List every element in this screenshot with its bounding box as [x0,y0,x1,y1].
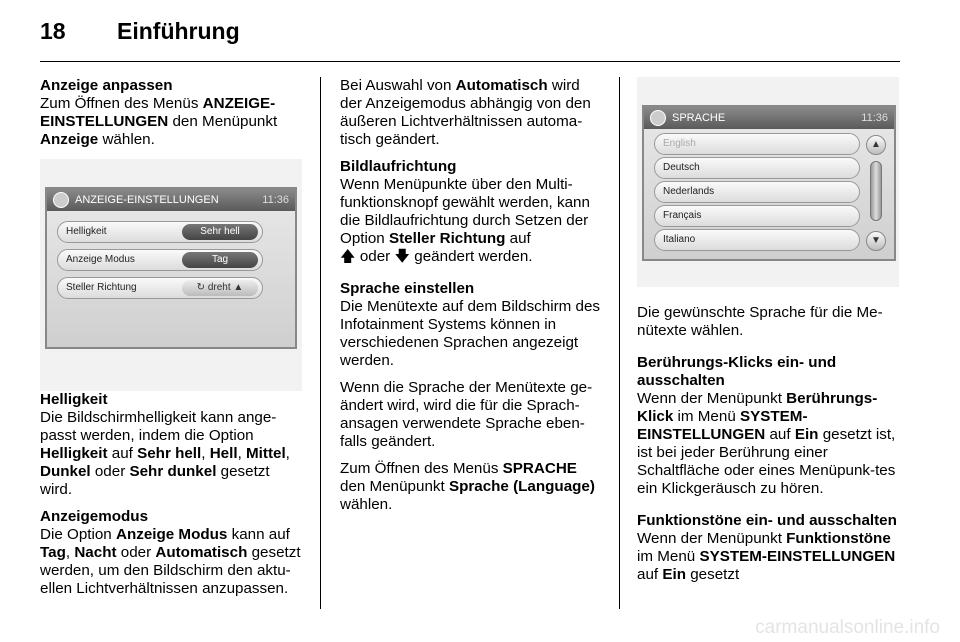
rotate-icon: ↻ [196,282,208,293]
menu-row-value: Sehr hell [182,224,258,240]
language-figure [637,77,899,287]
page-number: 18 [40,18,66,44]
screen-titlebar [644,107,894,129]
brand-logo-icon [650,110,666,126]
paragraph: Die Menütexte auf dem Bildschirm des Infotainment Systems können in verschiedenen Sprachen angezeigt werden. [340,298,600,369]
paragraph: Die Bildschirmhelligkeit kann ange-passt werden, indem die Option Helligkeit auf Sehr hell, Hell, Mittel, Dunkel oder Sehr dunkel gesetzt wird. [40,409,290,498]
scroll-down-icon[interactable]: ▼ [866,231,886,251]
section-heading: Funktionstöne ein- und ausschalten [637,512,897,529]
language-screen [642,105,896,261]
paragraph: Wenn der Menüpunkt Berührungs-Klick im Menü SYSTEM-EINSTELLUNGEN auf Ein gesetzt ist, ist bei jeder Berührung einer Schaltfläche oder eines Menüpunk-tes ein Klickgeräusch zu hören. [637,390,896,497]
menu-row-brightness[interactable] [57,221,263,243]
language-option[interactable]: Deutsch [654,157,860,179]
screen-clock: 11:36 [262,194,289,206]
page-header [40,18,900,58]
arrow-up-icon: ▲ [230,282,244,293]
paragraph: Die Option Anzeige Modus kann auf Tag, Nacht oder Automatisch gesetzt werden, um den Bildschirm den aktu-ellen Lichtverhältnissen anzupassen. [40,526,301,597]
language-option[interactable]: Italiano [654,229,860,251]
chapter-title: Einführung [117,18,240,44]
column-divider [619,77,620,609]
paragraph: Zum Öffnen des Menüs SPRACHE den Menüpunkt Sprache (Language) wählen. [340,460,595,513]
screen-title: SPRACHE [672,112,726,124]
column-2 [340,77,604,514]
menu-row-value: ↻ dreht ▲ [182,280,258,296]
paragraph: Bei Auswahl von Automatisch wird der Anzeigemodus abhängig von den äußeren Lichtverhältnissen automa-tisch geändert. [340,77,591,148]
scroll-track[interactable] [870,161,882,221]
language-option[interactable]: English [654,133,860,155]
menu-row-label: Steller Richtung [66,282,137,293]
menu-row-value: Tag [182,252,258,268]
column-3 [637,77,903,584]
menu-row-display-mode[interactable] [57,249,263,271]
column-1 [40,77,304,598]
header-divider [40,61,900,62]
display-settings-screen [45,187,297,349]
brand-logo-icon [53,192,69,208]
section-heading: Helligkeit [40,391,108,408]
column-divider [320,77,321,609]
screen-title: ANZEIGE-EINSTELLUNGEN [75,194,219,206]
language-option[interactable]: Français [654,205,860,227]
language-option[interactable]: Nederlands [654,181,860,203]
paragraph: Zum Öffnen des Menüs ANZEIGE-EINSTELLUNGEN den Menüpunkt Anzeige wählen. [40,95,278,148]
section-heading: Anzeige anpassen [40,77,173,94]
watermark: carmanualsonline.info [755,617,940,638]
paragraph: 🡅 oder 🡇 geändert werden. [340,248,533,265]
menu-row-label: Anzeige Modus [66,254,135,265]
section-heading: Bildlaufrichtung [340,158,457,175]
paragraph: Wenn der Menüpunkt Funktionstöne im Menü SYSTEM-EINSTELLUNGEN auf Ein gesetzt [637,530,896,583]
paragraph: Wenn die Sprache der Menütexte ge-ändert wird, wird die für die Sprach-ansagen verwendete Sprache eben-falls geändert. [340,379,593,450]
menu-row-label: Helligkeit [66,226,107,237]
display-settings-figure [40,159,302,391]
scroll-up-icon[interactable]: ▲ [866,135,886,155]
screen-clock: 11:36 [861,112,888,124]
screen-titlebar [47,189,295,211]
paragraph: Die gewünschte Sprache für die Me-nütexte wählen. [637,304,883,339]
section-heading: Anzeigemodus [40,508,149,525]
section-heading: Sprache einstellen [340,280,475,297]
section-heading: Berührungs-Klicks ein- und ausschalten [637,354,837,389]
menu-row-scroll-direction[interactable] [57,277,263,299]
scrollbar[interactable] [866,135,888,253]
paragraph: Wenn Menüpunkte über den Multi-funktionsknopf gewählt werden, kann die Bildlaufrichtung durch Setzen der Option Steller Richtung auf [340,176,590,247]
